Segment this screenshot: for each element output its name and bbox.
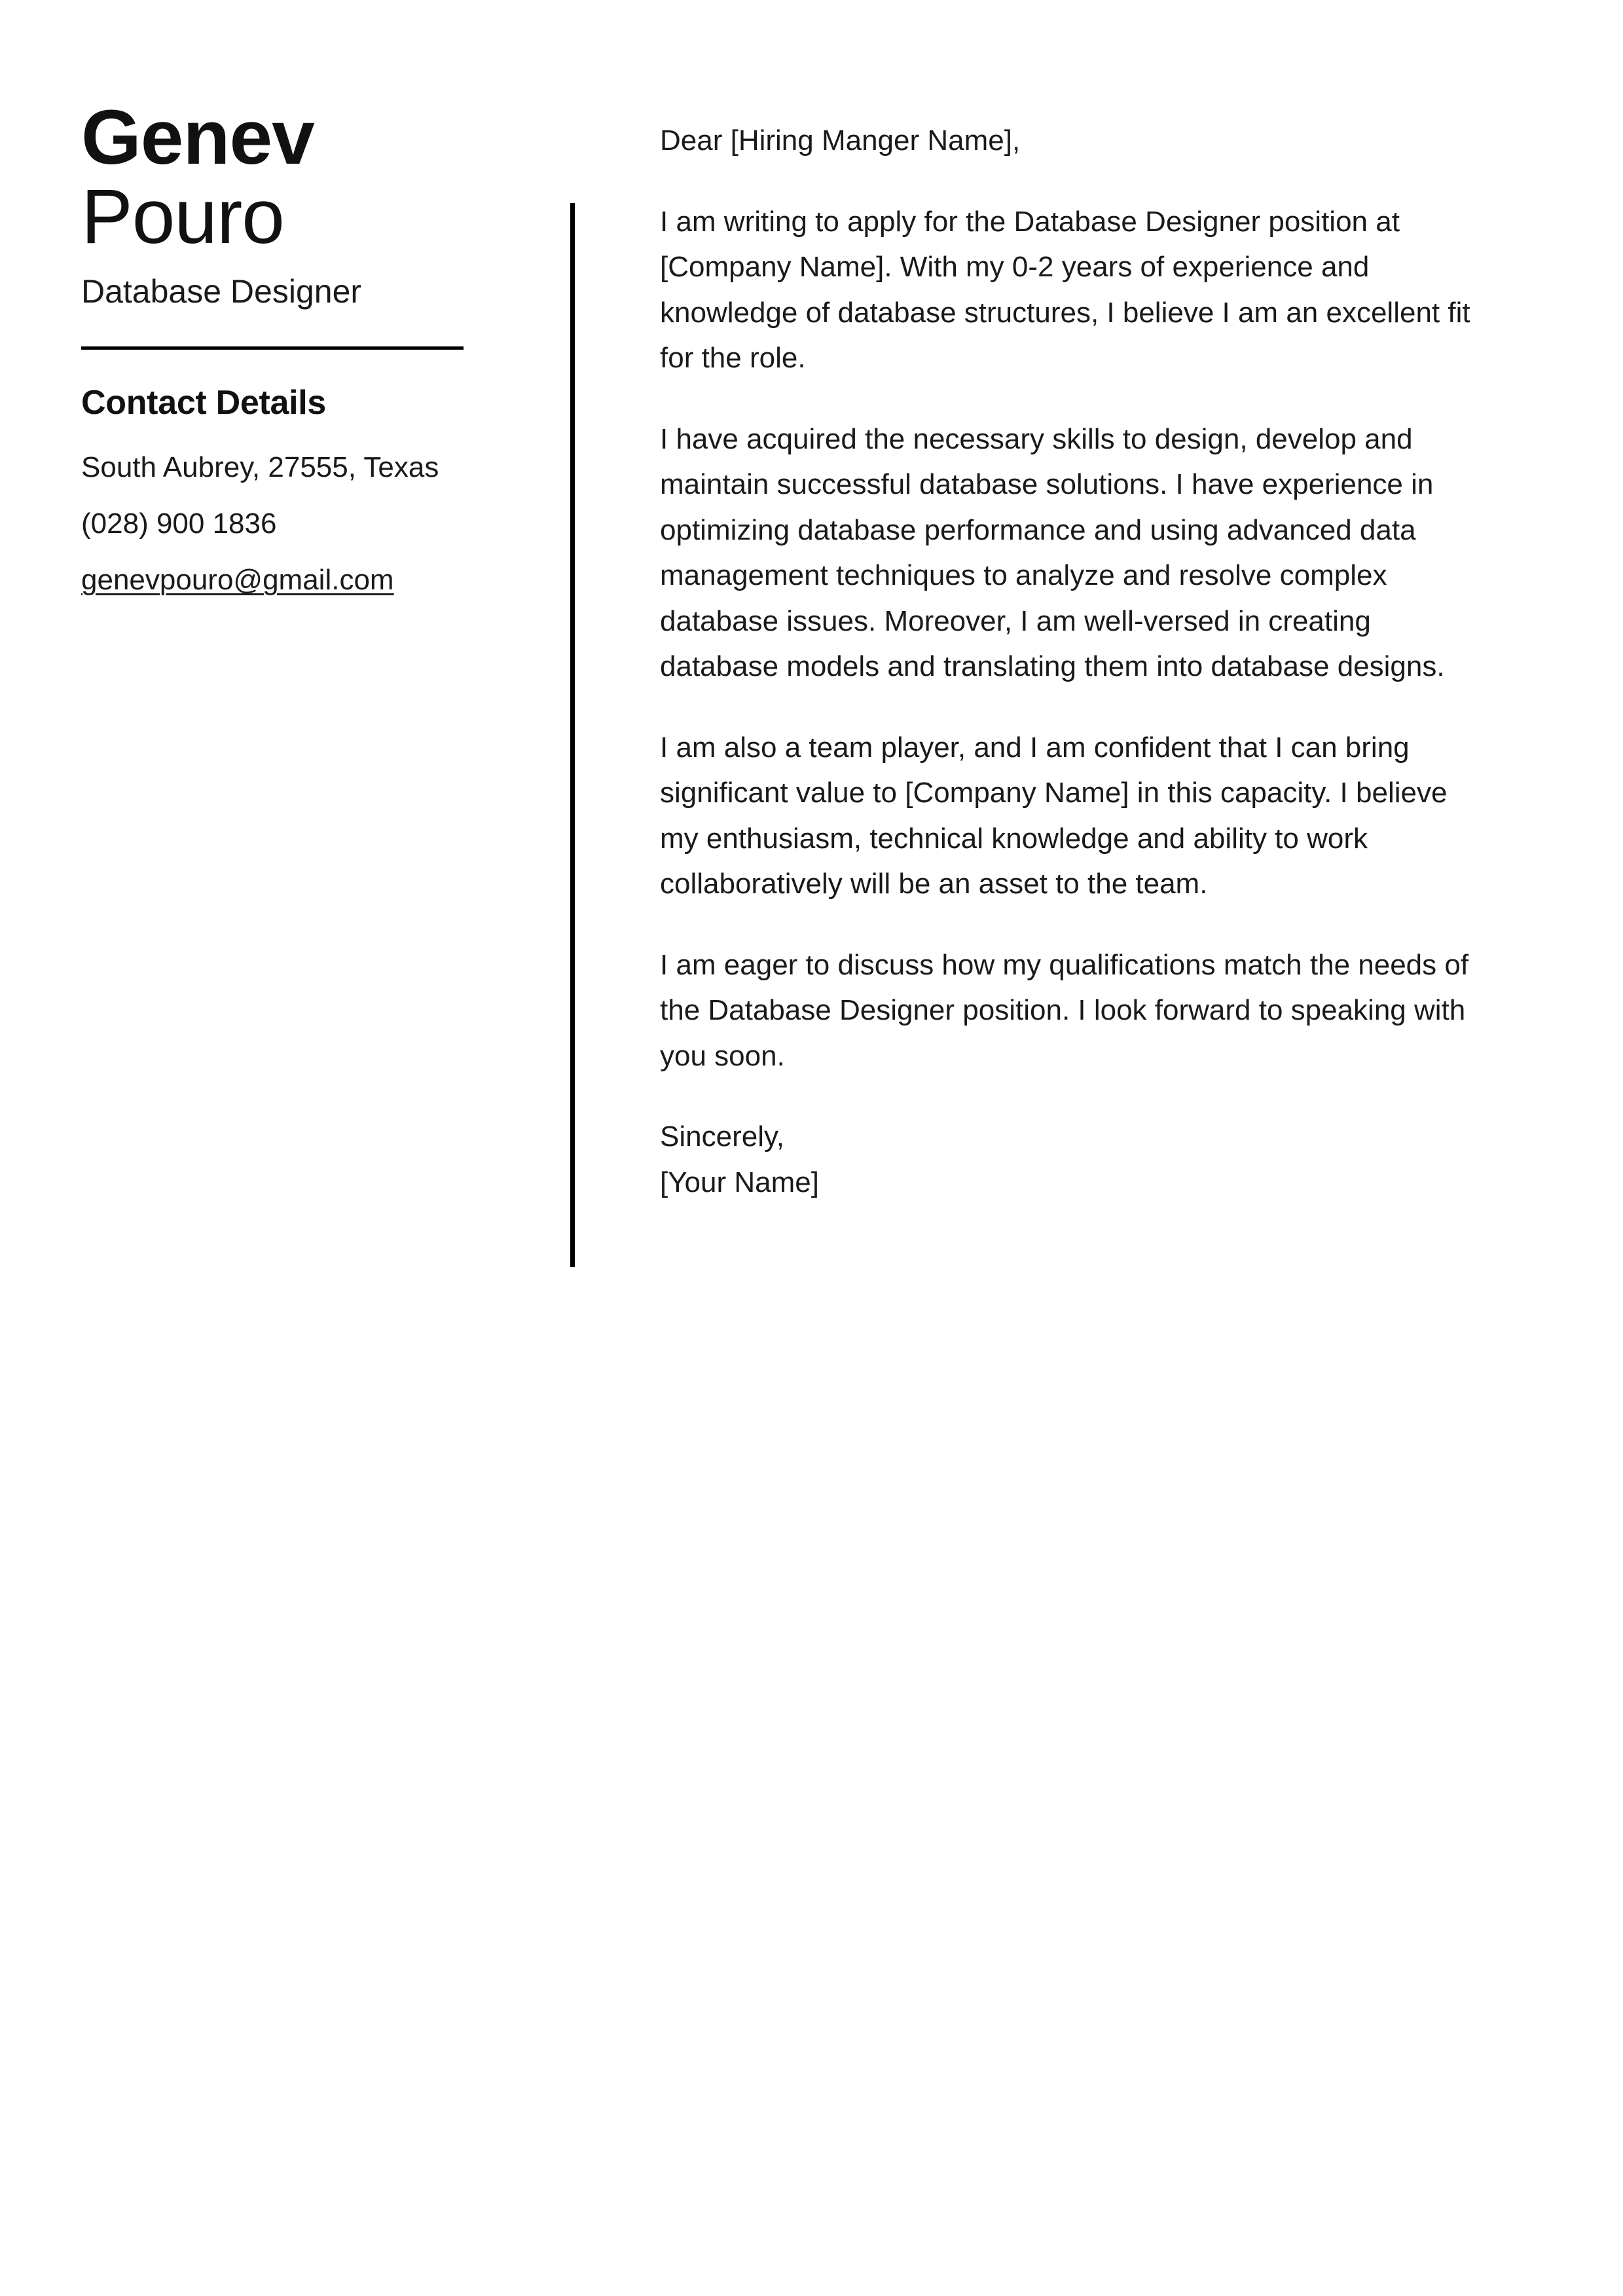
contact-address: South Aubrey, 27555, Texas — [81, 451, 439, 484]
letter-paragraph-1: I am writing to apply for the Database Designer position at [Company Name]. With my 0-2 years of experience and knowledge of database structures, I believe I am an excellent fit for the role. — [660, 205, 1470, 375]
contact-details-heading: Contact Details — [81, 384, 327, 422]
letter-closing: Sincerely, — [660, 1120, 784, 1153]
sidebar — [81, 94, 474, 597]
candidate-job-title: Database Designer — [81, 273, 362, 310]
candidate-last-name: Pouro — [81, 174, 284, 261]
letter-body — [660, 118, 1486, 1205]
letter-salutation: Dear [Hiring Manger Name], — [660, 124, 1021, 157]
letter-paragraph-4: I am eager to discuss how my qualifications match the needs of the Database Designer position. I look forward to speaking with you soon. — [660, 948, 1469, 1072]
letter-paragraph-3: I am also a team player, and I am confident that I can bring significant value to [Company Name] in this capacity. I believe my enthusiasm, technical knowledge and ability to work collaboratively will be an asset to the team. — [660, 731, 1448, 900]
sidebar-divider-rule — [81, 346, 464, 350]
contact-email-link[interactable]: genevpouro@gmail.com — [81, 564, 394, 597]
vertical-divider-rule — [570, 203, 575, 1267]
candidate-name — [81, 94, 474, 261]
contact-phone: (028) 900 1836 — [81, 508, 277, 540]
letter-paragraph-2: I have acquired the necessary skills to design, develop and maintain successful database solutions. I have experience in optimizing database performance and using advanced data management techniques to analyze and resolve complex database issues. Moreover, I am well-versed in creating database models and translating them into database designs. — [660, 422, 1445, 683]
letter-closing-block — [660, 1114, 1486, 1205]
candidate-first-name: Genev — [81, 94, 314, 181]
contact-details-list — [81, 453, 474, 595]
letter-signature: [Your Name] — [660, 1166, 819, 1198]
contact-email-item — [81, 566, 474, 595]
